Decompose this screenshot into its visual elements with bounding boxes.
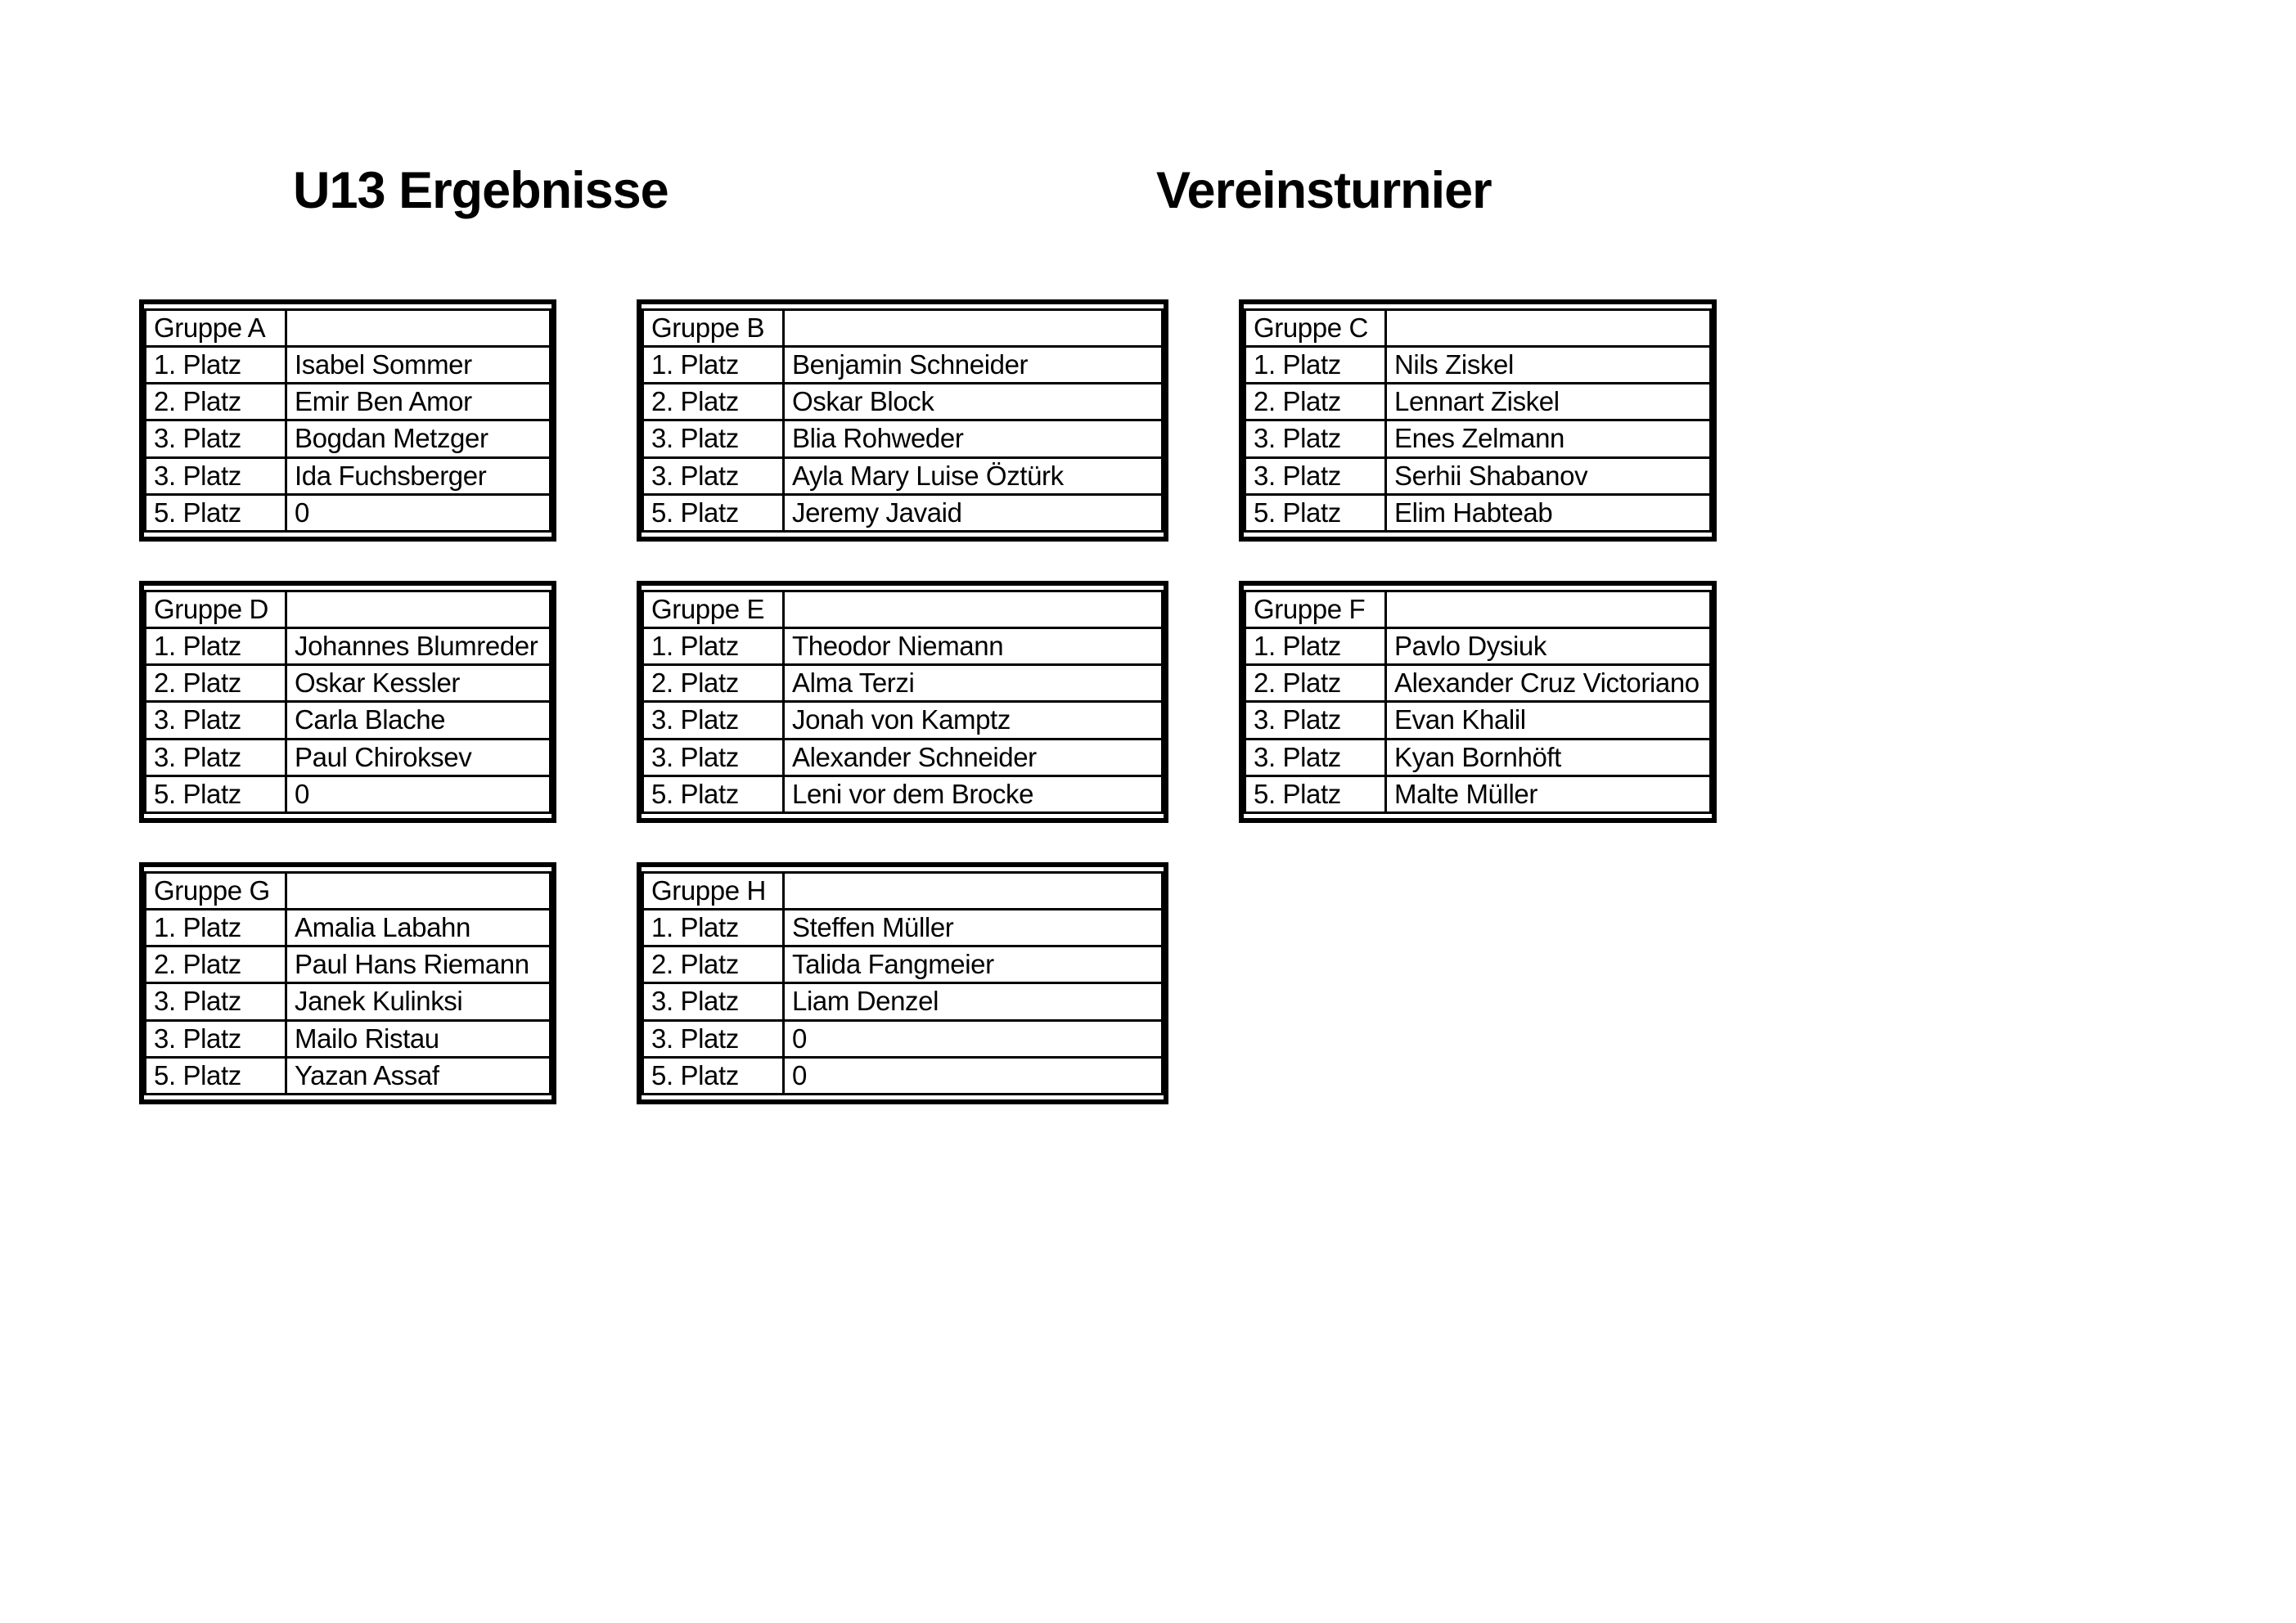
result-row [146,420,551,457]
player-name-cell: Amalia Labahn [286,910,551,946]
group-name-cell: Gruppe A [146,310,286,347]
result-row [643,702,1163,739]
results-table [642,590,1164,814]
result-row [643,384,1163,420]
place-cell: 3. Platz [1245,702,1386,739]
result-row [146,457,551,494]
place-cell: 2. Platz [1245,665,1386,702]
place-cell: 1. Platz [643,347,784,384]
group-header-empty-cell [286,591,551,628]
group-header-empty-cell [286,873,551,910]
player-name-cell: Oskar Kessler [286,665,551,702]
player-name-cell: Talida Fangmeier [784,946,1163,983]
result-row [643,628,1163,665]
place-cell: 3. Platz [146,420,286,457]
group-header-row [1245,310,1711,347]
result-row [1245,776,1711,812]
player-name-cell: Paul Hans Riemann [286,946,551,983]
player-name-cell: Bogdan Metzger [286,420,551,457]
page-title-left: U13 Ergebnisse [293,162,669,219]
place-cell: 5. Platz [1245,494,1386,531]
player-name-cell: Alma Terzi [784,665,1163,702]
player-name-cell: Nils Ziskel [1386,347,1711,384]
group-name-cell: Gruppe F [1245,591,1386,628]
player-name-cell: 0 [286,494,551,531]
player-name-cell: Malte Müller [1386,776,1711,812]
result-row [643,739,1163,776]
place-cell: 3. Platz [146,983,286,1020]
result-row [643,347,1163,384]
result-row [643,983,1163,1020]
player-name-cell: Liam Denzel [784,983,1163,1020]
player-name-cell: Emir Ben Amor [286,384,551,420]
place-cell: 3. Platz [643,457,784,494]
place-cell: 3. Platz [146,1020,286,1057]
place-cell: 5. Platz [643,1057,784,1094]
results-table [1244,590,1712,814]
page-title-right: Vereinsturnier [1156,162,1492,219]
result-row [643,420,1163,457]
player-name-cell: Elim Habteab [1386,494,1711,531]
player-name-cell: Benjamin Schneider [784,347,1163,384]
group-header-row [146,873,551,910]
player-name-cell: Steffen Müller [784,910,1163,946]
group-header-row [146,310,551,347]
player-name-cell: Oskar Block [784,384,1163,420]
place-cell: 3. Platz [643,420,784,457]
group-table-gruppe-e [637,581,1168,823]
player-name-cell: Evan Khalil [1386,702,1711,739]
result-row [146,665,551,702]
result-row [1245,702,1711,739]
group-name-cell: Gruppe E [643,591,784,628]
group-table-gruppe-h [637,862,1168,1104]
player-name-cell: Johannes Blumreder [286,628,551,665]
player-name-cell: Yazan Assaf [286,1057,551,1094]
result-row [643,1020,1163,1057]
player-name-cell: Pavlo Dysiuk [1386,628,1711,665]
place-cell: 1. Platz [1245,628,1386,665]
place-cell: 3. Platz [643,702,784,739]
place-cell: 1. Platz [146,628,286,665]
place-cell: 5. Platz [146,776,286,812]
player-name-cell: Theodor Niemann [784,628,1163,665]
group-table-gruppe-a [139,299,556,542]
results-table [144,308,551,533]
group-header-row [643,310,1163,347]
group-header-empty-cell [1386,310,1711,347]
result-row [146,946,551,983]
group-header-empty-cell [784,873,1163,910]
player-name-cell: 0 [784,1057,1163,1094]
place-cell: 2. Platz [146,946,286,983]
group-name-cell: Gruppe B [643,310,784,347]
place-cell: 1. Platz [146,347,286,384]
result-row [146,1020,551,1057]
results-table [144,590,551,814]
group-header-row [146,591,551,628]
results-table [144,871,551,1095]
result-row [643,1057,1163,1094]
place-cell: 5. Platz [146,494,286,531]
result-row [146,702,551,739]
group-table-gruppe-c [1239,299,1717,542]
place-cell: 2. Platz [146,665,286,702]
place-cell: 1. Platz [643,910,784,946]
player-name-cell: Alexander Schneider [784,739,1163,776]
group-table-gruppe-f [1239,581,1717,823]
player-name-cell: Paul Chiroksev [286,739,551,776]
place-cell: 5. Platz [643,494,784,531]
player-name-cell: Ayla Mary Luise Öztürk [784,457,1163,494]
player-name-cell: Blia Rohweder [784,420,1163,457]
result-row [146,347,551,384]
result-row [643,910,1163,946]
player-name-cell: Leni vor dem Brocke [784,776,1163,812]
result-row [146,910,551,946]
result-row [643,776,1163,812]
place-cell: 2. Platz [643,665,784,702]
player-name-cell: Serhii Shabanov [1386,457,1711,494]
result-row [146,384,551,420]
place-cell: 5. Platz [643,776,784,812]
result-row [643,946,1163,983]
result-row [1245,457,1711,494]
result-row [1245,494,1711,531]
player-name-cell: 0 [784,1020,1163,1057]
player-name-cell: Mailo Ristau [286,1020,551,1057]
group-header-empty-cell [1386,591,1711,628]
place-cell: 3. Platz [146,702,286,739]
player-name-cell: Carla Blache [286,702,551,739]
player-name-cell: Lennart Ziskel [1386,384,1711,420]
group-table-gruppe-d [139,581,556,823]
player-name-cell: Kyan Bornhöft [1386,739,1711,776]
player-name-cell: Jonah von Kamptz [784,702,1163,739]
result-row [1245,347,1711,384]
result-row [643,665,1163,702]
group-name-cell: Gruppe D [146,591,286,628]
group-name-cell: Gruppe C [1245,310,1386,347]
result-row [643,494,1163,531]
result-row [146,983,551,1020]
player-name-cell: Janek Kulinksi [286,983,551,1020]
place-cell: 2. Platz [1245,384,1386,420]
result-row [146,739,551,776]
group-header-empty-cell [784,591,1163,628]
result-row [146,494,551,531]
player-name-cell: Jeremy Javaid [784,494,1163,531]
place-cell: 3. Platz [1245,457,1386,494]
result-row [1245,665,1711,702]
group-name-cell: Gruppe G [146,873,286,910]
place-cell: 3. Platz [643,739,784,776]
group-header-empty-cell [784,310,1163,347]
player-name-cell: Alexander Cruz Victoriano [1386,665,1711,702]
place-cell: 2. Platz [146,384,286,420]
place-cell: 3. Platz [146,457,286,494]
place-cell: 1. Platz [146,910,286,946]
place-cell: 3. Platz [146,739,286,776]
place-cell: 3. Platz [1245,420,1386,457]
result-row [1245,739,1711,776]
group-table-gruppe-b [637,299,1168,542]
place-cell: 1. Platz [1245,347,1386,384]
result-row [146,628,551,665]
place-cell: 1. Platz [643,628,784,665]
results-table [642,308,1164,533]
result-row [643,457,1163,494]
result-row [1245,384,1711,420]
player-name-cell: Ida Fuchsberger [286,457,551,494]
group-table-gruppe-g [139,862,556,1104]
result-row [1245,420,1711,457]
place-cell: 5. Platz [146,1057,286,1094]
group-header-row [1245,591,1711,628]
place-cell: 5. Platz [1245,776,1386,812]
place-cell: 2. Platz [643,946,784,983]
results-table [642,871,1164,1095]
result-row [1245,628,1711,665]
result-row [146,776,551,812]
place-cell: 3. Platz [643,983,784,1020]
results-table [1244,308,1712,533]
group-header-row [643,591,1163,628]
group-header-row [643,873,1163,910]
player-name-cell: Enes Zelmann [1386,420,1711,457]
group-name-cell: Gruppe H [643,873,784,910]
place-cell: 3. Platz [1245,739,1386,776]
player-name-cell: Isabel Sommer [286,347,551,384]
place-cell: 3. Platz [643,1020,784,1057]
group-header-empty-cell [286,310,551,347]
place-cell: 2. Platz [643,384,784,420]
player-name-cell: 0 [286,776,551,812]
result-row [146,1057,551,1094]
